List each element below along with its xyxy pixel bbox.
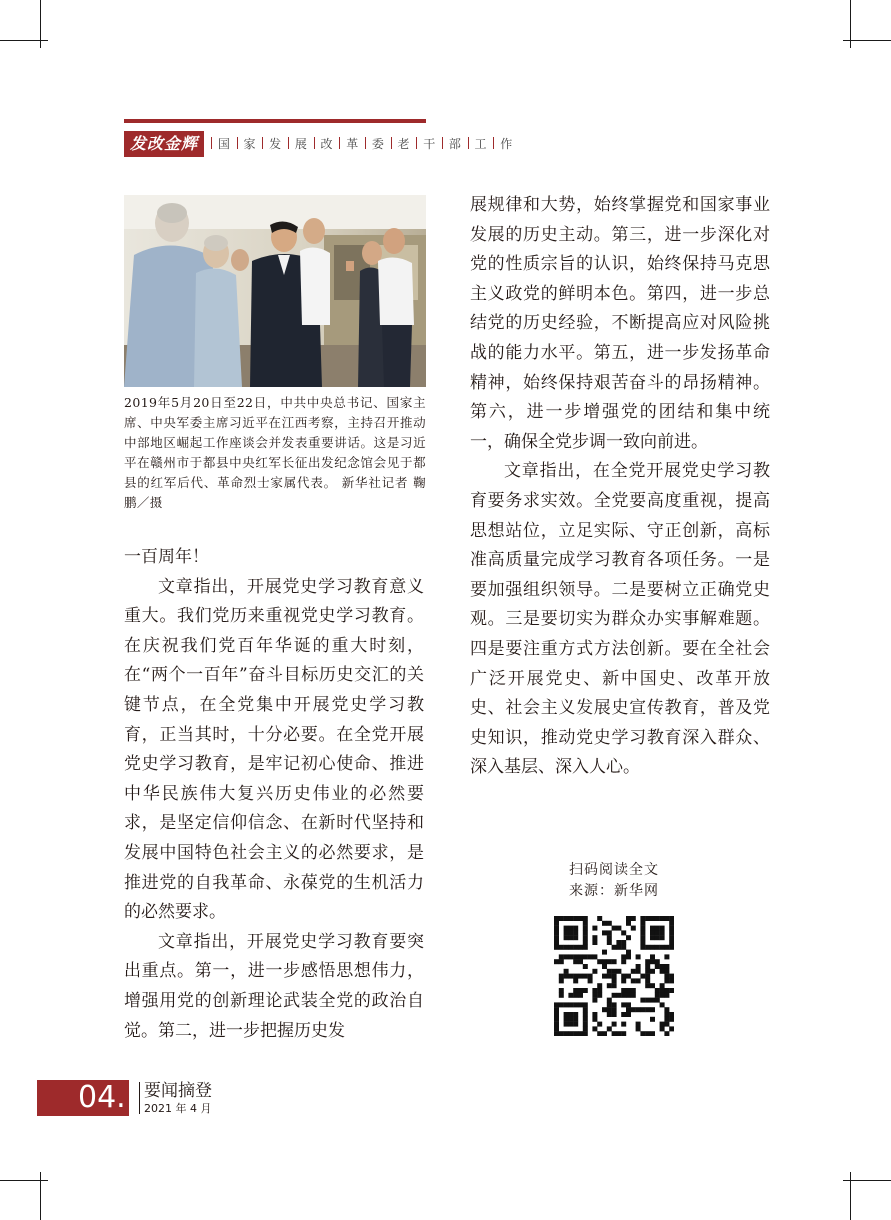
qr-caption-line2: 来源：新华网 [569,883,659,899]
news-photo [124,195,426,387]
article-right-column [470,191,770,783]
subtitle-char: 干 [423,137,437,151]
paragraph: 文章指出，开展党史学习教育意义重大。我们党历来重视党史学习教育。在庆祝我们党百年华诞的重大时刻，在“两个一百年”奋斗目标历史交汇的关键节点，在全党集中开展党史学习教育，正当其时，十分必要。在全党开展党史学习教育，是牢记初心使命、推进中华民族伟大复兴历史伟业的必然要求，是坚定信仰信念、在新时代坚持和发展中国特色社会主义的必然要求，是推进党的自我革命、永葆党的生机活力的必然要求。 [124,576,424,923]
qr-code-icon[interactable] [554,916,674,1036]
qr-caption [554,860,674,902]
qr-caption-line1: 扫码阅读全文 [569,862,659,878]
subtitle-char: 作 [500,137,514,151]
header-badge: 发改金辉 [124,131,204,157]
paragraph: 文章指出，在全党开展党史学习教育要务求实效。全党要高度重视，提高思想站位，立足实际、守正创新，高标准高质量完成学习教育各项任务。一是要加强组织领导。二是要树立正确党史观。三是要切实为群众办实事解难题。四是要注重方式方法创新。要在全社会广泛开展党史、新中国史、改革开放史、社会主义发展史宣传教育，普及党史知识，推动党史学习教育深入群众、深入基层、深入人心。 [470,461,770,778]
footer-divider [139,1082,140,1114]
issue-date: 2021 年 4 月 [144,1102,212,1115]
paragraph: 展规律和大势，始终掌握党和国家事业发展的历史主动。第三，进一步深化对党的性质宗旨的认识，始终保持马克思主义政党的鲜明本色。第四，进一步总结党的历史经验，不断提高应对风险挑战的能力水平。第五，进一步发扬革命精神，始终保持艰苦奋斗的昂扬精神。第六，进一步增强党的团结和集中统一，确保全党步调一致向前进。 [470,195,770,452]
page-number: 04. [78,1080,126,1115]
subtitle-char: 工 [474,137,488,151]
subtitle-char: 革 [346,137,360,151]
subtitle-char: 委 [371,137,385,151]
subtitle-char: 国 [217,137,231,151]
subtitle-char: 部 [448,137,462,151]
subtitle-char: 老 [397,137,411,151]
header-rule [124,119,426,123]
section-title: 要闻摘登 [144,1081,212,1101]
subtitle-char: 发 [269,137,283,151]
photo-caption: 2019年5月20日至22日，中共中央总书记、国家主席、中央军委主席习近平在江西考察，主持召开推动中部地区崛起工作座谈会并发表重要讲话。这是习近平在赣州市于都县中央红军长征出发纪念馆会见于都县的红军后代、革命烈士家属代表。 新华社记者 鞠鹏／摄 [124,395,426,510]
header-subtitle [210,134,513,154]
subtitle-char: 家 [243,137,257,151]
paragraph: 一百周年！ [124,547,209,567]
article-left-column [124,543,424,1046]
subtitle-char: 改 [320,137,334,151]
subtitle-char: 展 [294,137,308,151]
paragraph: 文章指出，开展党史学习教育要突出重点。第一，进一步感悟思想伟力，增强用党的创新理论武装全党的政治自觉。第二，进一步把握历史发 [124,931,424,1041]
